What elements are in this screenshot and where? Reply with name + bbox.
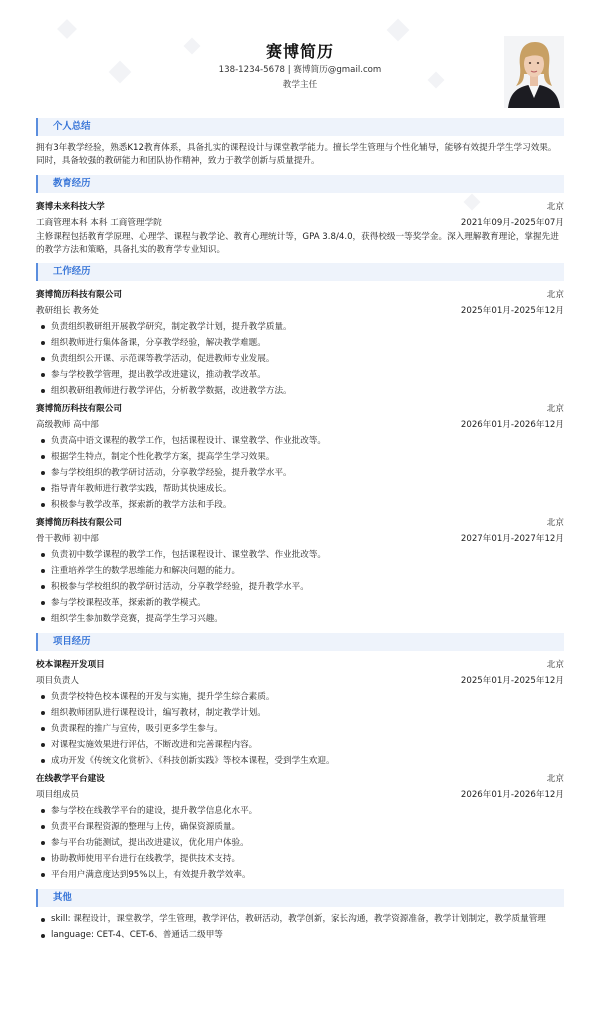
list-item: 成功开发《传统文化赏析》、《科技创新实践》等校本课程，受到学生欢迎。: [36, 753, 564, 769]
work-subrow: [36, 303, 564, 319]
company-location: 北京: [546, 290, 564, 301]
work-row: [36, 401, 564, 417]
work-entry: [36, 287, 564, 399]
list-item: 组织教师进行集体备课，分享教学经验，解决教学难题。: [36, 335, 564, 351]
list-item: 积极参与学校组织的教学研讨活动，分享教学经验，提升教学水平。: [36, 579, 564, 595]
work-dates: 2025年01月-2025年12月: [460, 306, 564, 317]
project-row: [36, 657, 564, 673]
profile-photo: [504, 36, 564, 108]
language-item: language: CET-4、CET-6、普通话二级甲等: [36, 929, 564, 942]
education-entry: [36, 199, 564, 258]
skills-item: skill: 课程设计，课堂教学，学生管理，教学评估，教研活动，教学创新，家长沟通，教学资源准备，教学计划制定，教学质量管理: [36, 913, 564, 926]
project-role: 项目负责人: [36, 676, 79, 687]
work-duties-list: [36, 319, 564, 399]
list-item: 注重培养学生的数学思维能力和解决问题的能力。: [36, 563, 564, 579]
work-dates: 2026年01月-2026年12月: [460, 420, 564, 431]
list-item: 负责组织教研组开展教学研究，制定教学计划，提升教学质量。: [36, 319, 564, 335]
company-name: 赛博简历科技有限公司: [36, 290, 122, 301]
list-item: 参与学校课程改革，探索新的教学模式。: [36, 595, 564, 611]
project-duties-list: [36, 803, 564, 883]
project-dates: 2026年01月-2026年12月: [460, 790, 564, 801]
section-summary-title: 个人总结: [53, 121, 91, 132]
education-dates: 2021年09月-2025年07月: [460, 217, 564, 228]
list-item: 组织教师团队进行课程设计，编写教材，制定教学计划。: [36, 705, 564, 721]
resume-header: [36, 0, 564, 112]
company-name: 赛博简历科技有限公司: [36, 518, 122, 529]
section-education-title: 教育经历: [53, 177, 91, 189]
project-name: 校本课程开发项目: [36, 660, 105, 671]
project-name: 在线教学平台建设: [36, 774, 105, 785]
list-item: 负责高中语文课程的教学工作，包括课程设计、课堂教学、作业批改等。: [36, 433, 564, 449]
list-item: 负责学校特色校本课程的开发与实施，提升学生综合素质。: [36, 689, 564, 705]
project-entry: [36, 771, 564, 883]
project-location: 北京: [546, 660, 564, 671]
work-duties-list: [36, 433, 564, 513]
list-item: 负责组织公开课、示范课等教学活动，促进教师专业发展。: [36, 351, 564, 367]
summary-text: 拥有3年教学经验，熟悉K12教育体系，具备扎实的课程设计与课堂教学能力。擅长学生管理与个性化辅导，能够有效提升学生学习效果。同时，具备较强的教研能力和团队协作精神，致力于教学创新与质量提升。: [36, 143, 557, 167]
candidate-name: 赛博简历: [265, 42, 334, 61]
section-accent-bar: [36, 175, 38, 193]
project-subrow: [36, 673, 564, 689]
section-other-title: 其他: [53, 892, 72, 904]
project-duties-list: [36, 689, 564, 769]
project-entry: [36, 657, 564, 769]
degree: 工商管理本科 本科 工商管理学院: [36, 217, 162, 228]
portrait-image: [504, 36, 564, 108]
section-project-title: 项目经历: [53, 636, 91, 648]
section-work-title: 工作经历: [53, 266, 91, 278]
job-position: 教研组长 教务处: [36, 306, 99, 317]
list-item: 根据学生特点，制定个性化教学方案，提高学生学习效果。: [36, 449, 564, 465]
section-accent-bar: [36, 263, 38, 281]
school-location: 北京: [546, 201, 564, 212]
section-other-header: [36, 889, 564, 907]
list-item: 参与学校组织的教学研讨活动，分享教学经验，提升教学水平。: [36, 465, 564, 481]
education-description: 主修课程包括教育学原理、心理学、课程与教学论、教育心理统计等，GPA 3.8/4.0，获得校级一等奖学金。深入理解教育理论，掌握先进的教学方法和策略，具备扎实的教育学专业知识。: [36, 231, 559, 255]
school-name: 赛博未来科技大学: [36, 201, 105, 212]
work-subrow: [36, 417, 564, 433]
target-role: 教学主任: [282, 80, 318, 90]
section-accent-bar: [36, 118, 38, 136]
company-location: 北京: [546, 404, 564, 415]
project-location: 北京: [546, 774, 564, 785]
project-subrow: [36, 787, 564, 803]
list-item: 参与学校教学管理，提出教学改进建议，推动教学改革。: [36, 367, 564, 383]
project-dates: 2025年01月-2025年12月: [460, 676, 564, 687]
work-dates: 2027年01月-2027年12月: [460, 534, 564, 545]
work-entry: [36, 401, 564, 513]
work-row: [36, 287, 564, 303]
company-name: 赛博简历科技有限公司: [36, 404, 122, 415]
section-work-header: [36, 263, 564, 281]
job-position: 骨干教师 初中部: [36, 534, 99, 545]
section-summary-header: [36, 118, 564, 136]
list-item: 参与平台功能测试，提出改进建议，优化用户体验。: [36, 835, 564, 851]
work-duties-list: [36, 547, 564, 627]
education-row: [36, 199, 564, 215]
list-item: 指导青年教师进行教学实践，帮助其快速成长。: [36, 481, 564, 497]
work-entry: [36, 515, 564, 627]
work-row: [36, 515, 564, 531]
list-item: 负责平台课程资源的整理与上传，确保资源质量。: [36, 819, 564, 835]
contact-info: 138-1234-5678 | 赛博简历@gmail.com: [218, 65, 382, 75]
work-subrow: [36, 531, 564, 547]
education-subrow: [36, 215, 564, 231]
company-location: 北京: [546, 518, 564, 529]
list-item: 组织学生参加数学竞赛，提高学生学习兴趣。: [36, 611, 564, 627]
other-list: [36, 913, 564, 942]
list-item: 负责课程的推广与宣传，吸引更多学生参与。: [36, 721, 564, 737]
job-position: 高级教师 高中部: [36, 420, 99, 431]
list-item: 组织教研组教师进行教学评估，分析教学数据，改进教学方法。: [36, 383, 564, 399]
section-project-header: [36, 633, 564, 651]
list-item: 对课程实施效果进行评估，不断改进和完善课程内容。: [36, 737, 564, 753]
section-education-header: [36, 175, 564, 193]
list-item: 参与学校在线教学平台的建设，提升教学信息化水平。: [36, 803, 564, 819]
list-item: 平台用户满意度达到95%以上，有效提升教学效率。: [36, 867, 564, 883]
list-item: 积极参与教学改革，探索新的教学方法和手段。: [36, 497, 564, 513]
project-role: 项目组成员: [36, 790, 79, 801]
project-row: [36, 771, 564, 787]
list-item: 协助教师使用平台进行在线教学，提供技术支持。: [36, 851, 564, 867]
section-accent-bar: [36, 633, 38, 651]
section-accent-bar: [36, 889, 38, 907]
list-item: 负责初中数学课程的教学工作，包括课程设计、课堂教学、作业批改等。: [36, 547, 564, 563]
